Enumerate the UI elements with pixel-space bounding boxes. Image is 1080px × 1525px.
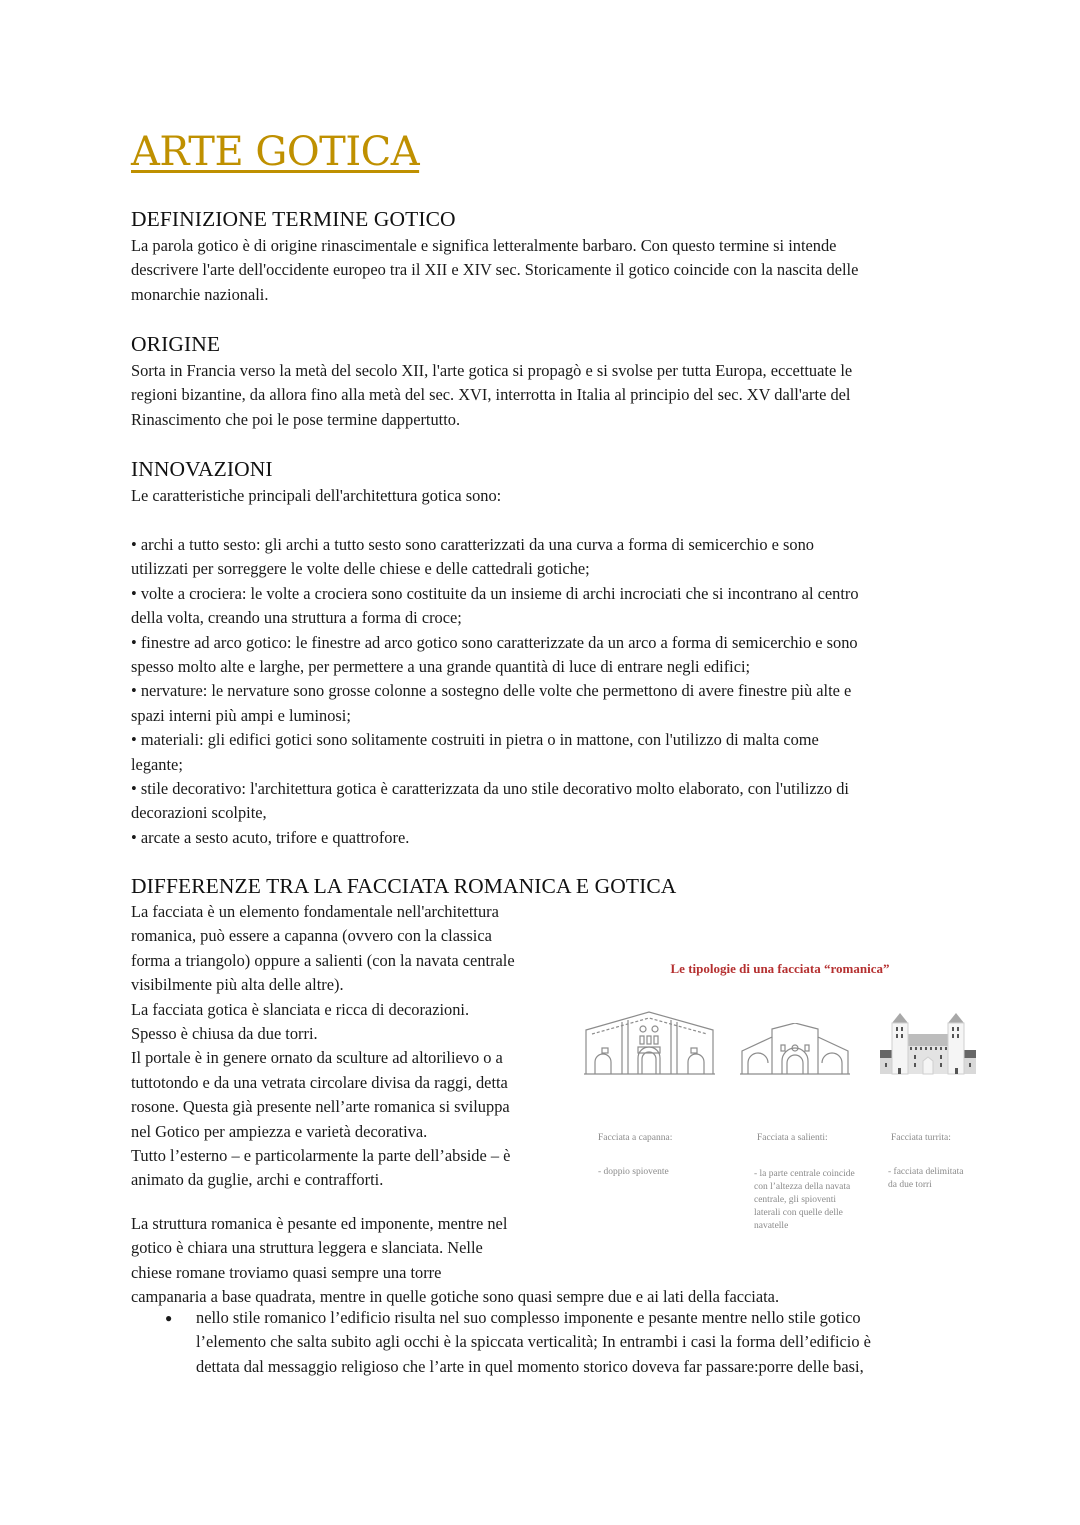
caption-capanna-desc: - doppio spiovente: [598, 1167, 669, 1177]
caption-line: centrale, gli spioventi: [754, 1195, 837, 1205]
figure-title: Le tipologie di una facciata “romanica”: [670, 961, 890, 976]
caption-salienti-label: Facciata a salienti:: [757, 1133, 828, 1143]
text-line: Tutto l’esterno – e particolarmente la parte dell’abside – è: [131, 1146, 511, 1166]
bullet-icon: ●: [165, 1311, 173, 1325]
text-line: l’elemento che salta subito agli occhi è la spiccata verticalità; In entrambi i casi la forma dell’edificio è: [196, 1332, 871, 1352]
text-line: descrivere l'arte dell'occidente europeo tra il XII e XIV sec. Storicamente il gotico coincide con la nascita delle: [131, 260, 859, 280]
heading-differenze: DIFFERENZE TRA LA FACCIATA ROMANICA E GOTICA: [131, 874, 677, 898]
caption-line: da due torri: [888, 1180, 932, 1190]
text-line: romanica, può essere a capanna (ovvero con la classica: [131, 926, 492, 946]
heading-innovazioni: INNOVAZIONI: [131, 457, 273, 481]
text-line: chiese romane troviamo quasi sempre una torre: [131, 1262, 442, 1282]
list-line: • archi a tutto sesto: gli archi a tutto sesto sono caratterizzati da una curva a forma di semicerchio e sono: [131, 535, 814, 554]
text-line-full: campanaria a base quadrata, mentre in quelle gotiche sono quasi sempre due e ai lati della facciata.: [131, 1287, 780, 1306]
text-line: Spesso è chiusa da due torri.: [131, 1024, 318, 1044]
paragraph-origine: [131, 359, 951, 432]
text-line: visibilmente più alta delle altre).: [131, 975, 344, 995]
text-line: regioni bizantine, da allora fino alla metà del sec. XVI, interrotta in Italia al principio del sec. XV dall'arte del: [131, 385, 851, 405]
caption-line: laterali con quelle delle: [754, 1208, 843, 1218]
list-line: • stile decorativo: l'architettura gotica è caratterizzata da uno stile decorativo molto elaborato, con l'utilizzo di: [131, 779, 849, 799]
text-line: La parola gotico è di origine rinascimentale e significa letteralmente barbaro. Con questo termine si intende: [131, 236, 837, 255]
paragraph-definizione: [131, 234, 951, 307]
caption-capanna-label: Facciata a capanna:: [598, 1133, 673, 1143]
text-line: La facciata gotica è slanciata e ricca di decorazioni.: [131, 999, 470, 1019]
text-line: monarchie nazionali.: [131, 284, 269, 304]
caption-line: con l’altezza della navata: [754, 1182, 851, 1192]
paragraph-differenze-b: [131, 1212, 556, 1285]
list-line: spesso molto alte e larghe, per permettere a una grande quantità di luce di entrare negli edifici;: [131, 657, 751, 677]
bullet-item: [196, 1306, 956, 1379]
caption-line: - facciata delimitata: [888, 1167, 964, 1177]
innovazioni-list: [131, 533, 951, 850]
document-title: ARTE GOTICA: [131, 129, 420, 175]
text-line: Rinascimento che poi le pose termine dappertutto.: [131, 409, 461, 429]
text-line: forma a triangolo) oppure a salienti (con la navata centrale: [131, 950, 515, 970]
list-line: legante;: [131, 754, 183, 774]
text-line: nello stile romanico l’edificio risulta nel suo complesso imponente e pesante mentre nello stile gotico: [196, 1308, 861, 1327]
text-line: tuttotondo e da una vetrata circolare divisa da raggi, detta: [131, 1072, 508, 1092]
list-line: • nervature: le nervature sono grosse colonne a sostegno delle volte che permettono di avere finestre più alte e: [131, 681, 852, 701]
list-line: decorazioni scolpite,: [131, 803, 267, 823]
text-line: La struttura romanica è pesante ed imponente, mentre nel: [131, 1214, 508, 1233]
list-line: • finestre ad arco gotico: le finestre ad arco gotico sono caratterizzate da un arco a forma di semicerchio e sono: [131, 632, 858, 652]
text-line: nel Gotico per ampiezza e varietà decorativa.: [131, 1121, 428, 1141]
heading-definizione: DEFINIZIONE TERMINE GOTICO: [131, 207, 456, 231]
heading-origine: ORIGINE: [131, 332, 221, 356]
list-line: • arcate a sesto acuto, trifore e quattrofore.: [131, 827, 410, 847]
salienti-facade-icon: [740, 1023, 850, 1075]
list-line: della volta, creando una struttura a forma di croce;: [131, 608, 462, 628]
caption-turrita-label: Facciata turrita:: [891, 1133, 951, 1143]
innovazioni-intro: Le caratteristiche principali dell'architettura gotica sono:: [131, 486, 502, 505]
paragraph-differenze-a: [131, 900, 556, 1193]
text-line: rosone. Questa già presente nell’arte romanica si sviluppa: [131, 1097, 510, 1117]
text-line: dettata dal messaggio religioso che l’arte in quel momento storico doveva far passare:porre delle basi,: [196, 1356, 864, 1376]
text-line: animato da guglie, archi e contrafforti.: [131, 1170, 384, 1190]
caption-line: navatelle: [754, 1221, 789, 1231]
text-line: La facciata è un elemento fondamentale nell'architettura: [131, 902, 499, 921]
caption-salienti-desc: [754, 1168, 855, 1233]
list-line: utilizzati per sorreggere le volte delle chiese e delle cattedrali gotiche;: [131, 559, 590, 579]
text-line: gotico è chiara una struttura leggera e slanciata. Nelle: [131, 1238, 483, 1258]
turrita-facade-icon: [878, 1013, 978, 1075]
caption-line: - la parte centrale coincide: [754, 1169, 855, 1179]
text-line: Sorta in Francia verso la metà del secolo XII, l'arte gotica si propagò e si svolse per tutta Europa, eccettuate le: [131, 361, 853, 380]
capanna-facade-icon: [582, 1010, 717, 1075]
list-line: • materiali: gli edifici gotici sono solitamente costruiti in pietra o in mattone, con l'utilizzo di malta come: [131, 730, 819, 750]
list-line: • volte a crociera: le volte a crociera sono costituite da un insieme di archi incrociati che si incontrano al centro: [131, 583, 859, 603]
facade-types-figure: [580, 955, 980, 1240]
list-line: spazi interni più ampi e luminosi;: [131, 705, 351, 725]
text-line: Il portale è in genere ornato da sculture ad altorilievo o a: [131, 1048, 503, 1068]
caption-turrita-desc: [888, 1166, 963, 1192]
